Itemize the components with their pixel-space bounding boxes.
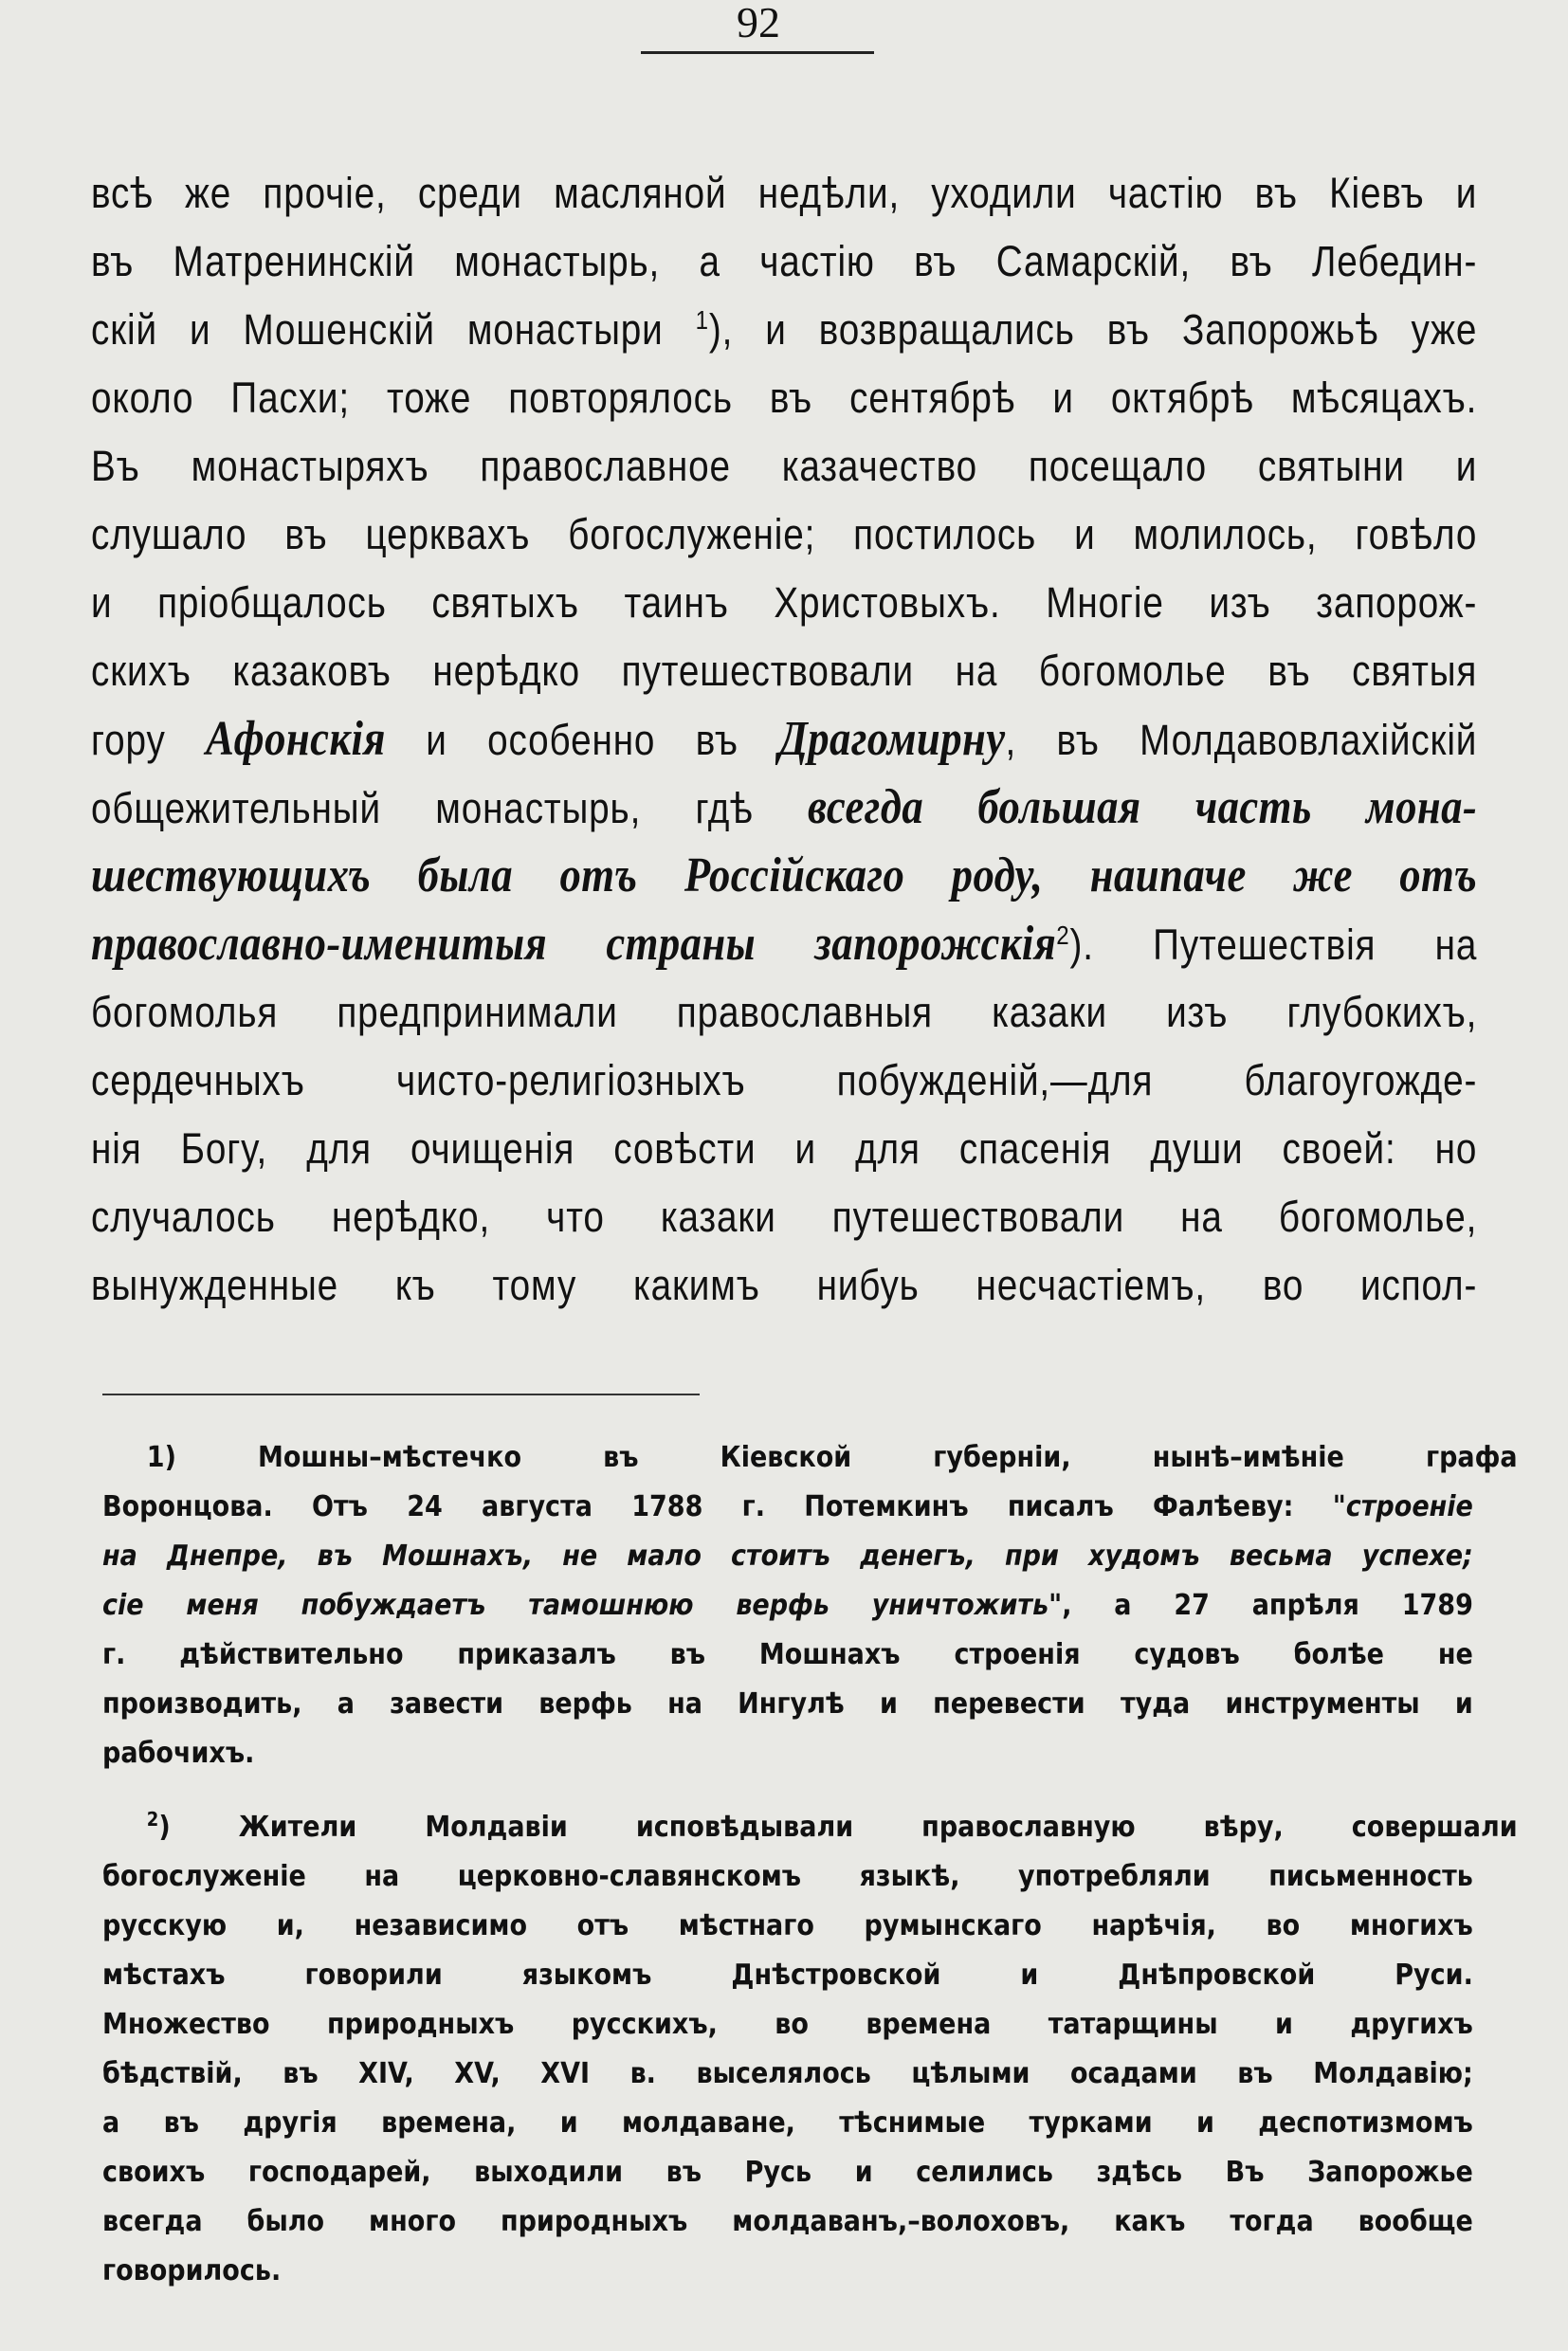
footnote-ref: 1 bbox=[695, 305, 709, 335]
body-line: Въ монастыряхъ православное казачество посещало святыни и bbox=[91, 442, 1478, 490]
body-line: около Пасхи; тоже повторялось въ сентябрѣ и октябрѣ мѣсяцахъ. bbox=[91, 374, 1478, 422]
body-line: слушало въ церквахъ богослуженіе; постилось и молилось, говѣло bbox=[91, 510, 1478, 558]
emphasis-text: на Днепре, въ Мошнахъ, не мало стоитъ денегъ, при худомъ весьма успехе; bbox=[102, 1540, 1473, 1573]
footnote-line: русскую и, независимо отъ мѣстнаго румынскаго нарѣчія, во многихъ bbox=[102, 1909, 1473, 1942]
footnote-line: говорилось. bbox=[102, 2254, 282, 2287]
emphasis-text: православно-именитыя страны запорожскія bbox=[91, 917, 1057, 971]
page-number: 92 bbox=[737, 0, 780, 46]
footnote-line: своихъ господарей, выходили въ Русь и селились здѣсь Въ Запорожье bbox=[102, 2156, 1473, 2189]
footnote-line bbox=[102, 1532, 1473, 1581]
emphasis-text: шествующихъ была отъ Россійскаго роду, наипаче же отъ bbox=[91, 848, 1478, 902]
emphasis-text: "строеніе bbox=[1332, 1490, 1473, 1523]
body-line: въ Матренинскій монастырь, а частію въ Самарскій, въ Лебедин- bbox=[91, 237, 1478, 285]
footnote-1 bbox=[102, 1433, 1518, 1778]
footnote-rule bbox=[102, 1394, 700, 1395]
body-line: скихъ казаковъ нерѣдко путешествовали на богомолье въ святыя bbox=[91, 647, 1478, 695]
footnote-line: рабочихъ. bbox=[102, 1737, 255, 1770]
footnote-line: Воронцова. Отъ 24 августа 1788 г. Потемкинъ писалъ Фалѣеву: "строеніе bbox=[102, 1490, 1473, 1523]
footnote-line: богослуженіе на церковно-славянскомъ языкѣ, употребляли письменность bbox=[102, 1860, 1473, 1893]
body-text bbox=[91, 159, 1477, 1320]
footnote-line: Множество природныхъ русскихъ, во времена татарщины и другихъ bbox=[102, 2008, 1473, 2041]
body-line: сердечныхъ чисто-религіозныхъ побужденій,—для благоугожде- bbox=[91, 1056, 1478, 1104]
emphasis-text: Афонскія bbox=[206, 712, 386, 766]
body-line: всѣ же прочіе, среди масляной недѣли, уходили частію въ Кіевъ и bbox=[91, 169, 1478, 217]
body-line: случалось нерѣдко, что казаки путешествовали на богомолье, bbox=[91, 1193, 1478, 1241]
footnote-line: г. дѣйствительно приказалъ въ Мошнахъ строенія судовъ болѣе не bbox=[102, 1638, 1473, 1671]
footnote-line: 1) Мошны–мѣстечко въ Кіевской губерніи, нынѣ–имѣніе графа bbox=[146, 1441, 1518, 1474]
body-line: и пріобщалось святыхъ таинъ Христовыхъ. Многіе изъ запорож- bbox=[91, 578, 1478, 627]
footnote-marker: 2 bbox=[146, 1808, 159, 1831]
body-line: гору Афонскія и особенно въ Драгомирну, въ Молдавовлахійскій bbox=[91, 712, 1478, 766]
footnote-2 bbox=[102, 1803, 1518, 2296]
body-line: вынужденные къ тому какимъ нибуь несчастіемъ, во испол- bbox=[91, 1261, 1478, 1309]
footnote-line: бѣдствій, въ XIV, XV, XVI в. выселялось цѣлыми осадами въ Молдавію; bbox=[102, 2057, 1473, 2090]
body-line: нія Богу, для очищенія совѣсти и для спасенія души своей: но bbox=[91, 1124, 1478, 1173]
body-line: скій и Мошенскій монастыри $^1$), и возвращались въ Запорожьѣ уже bbox=[91, 305, 1478, 354]
footnote-line: мѣстахъ говорили языкомъ Днѣстровской и Днѣпровской Руси. bbox=[102, 1959, 1473, 1992]
emphasis-text: Драгомирну bbox=[778, 712, 1006, 766]
footnote-line: сіе меня побуждаетъ тамошнюю верфь уничтожить", а 27 апрѣля 1789 bbox=[102, 1589, 1473, 1622]
footnote-line: всегда было много природныхъ молдаванъ,–волоховъ, какъ тогда вообще bbox=[102, 2205, 1473, 2238]
footnotes bbox=[102, 1433, 1518, 2296]
body-line: православно-именитыя страны запорожскія$^2$). Путешествія на bbox=[91, 917, 1478, 971]
page-number-rule bbox=[641, 51, 874, 54]
footnote-ref: 2 bbox=[1056, 920, 1070, 950]
emphasis-text: всегда большая часть мона- bbox=[807, 780, 1478, 834]
body-line: общежительный монастырь, гдѣ всегда большая часть мона- bbox=[91, 780, 1478, 834]
body-line: богомолья предпринимали православныя казаки изъ глубокихъ, bbox=[91, 988, 1478, 1036]
footnote-line: производить, а завести верфь на Ингулѣ и перевести туда инструменты и bbox=[102, 1687, 1473, 1721]
footnote-line: а въ другія времена, и молдаване, тѣснимые турками и деспотизмомъ bbox=[102, 2106, 1473, 2140]
body-line bbox=[91, 842, 1477, 910]
footnote-line: $^2$) Жители Молдавіи исповѣдывали православную вѣру, совершали bbox=[146, 1808, 1518, 1844]
emphasis-text: сіе меня побуждаетъ тамошнюю верфь уничтожить" bbox=[102, 1589, 1063, 1622]
